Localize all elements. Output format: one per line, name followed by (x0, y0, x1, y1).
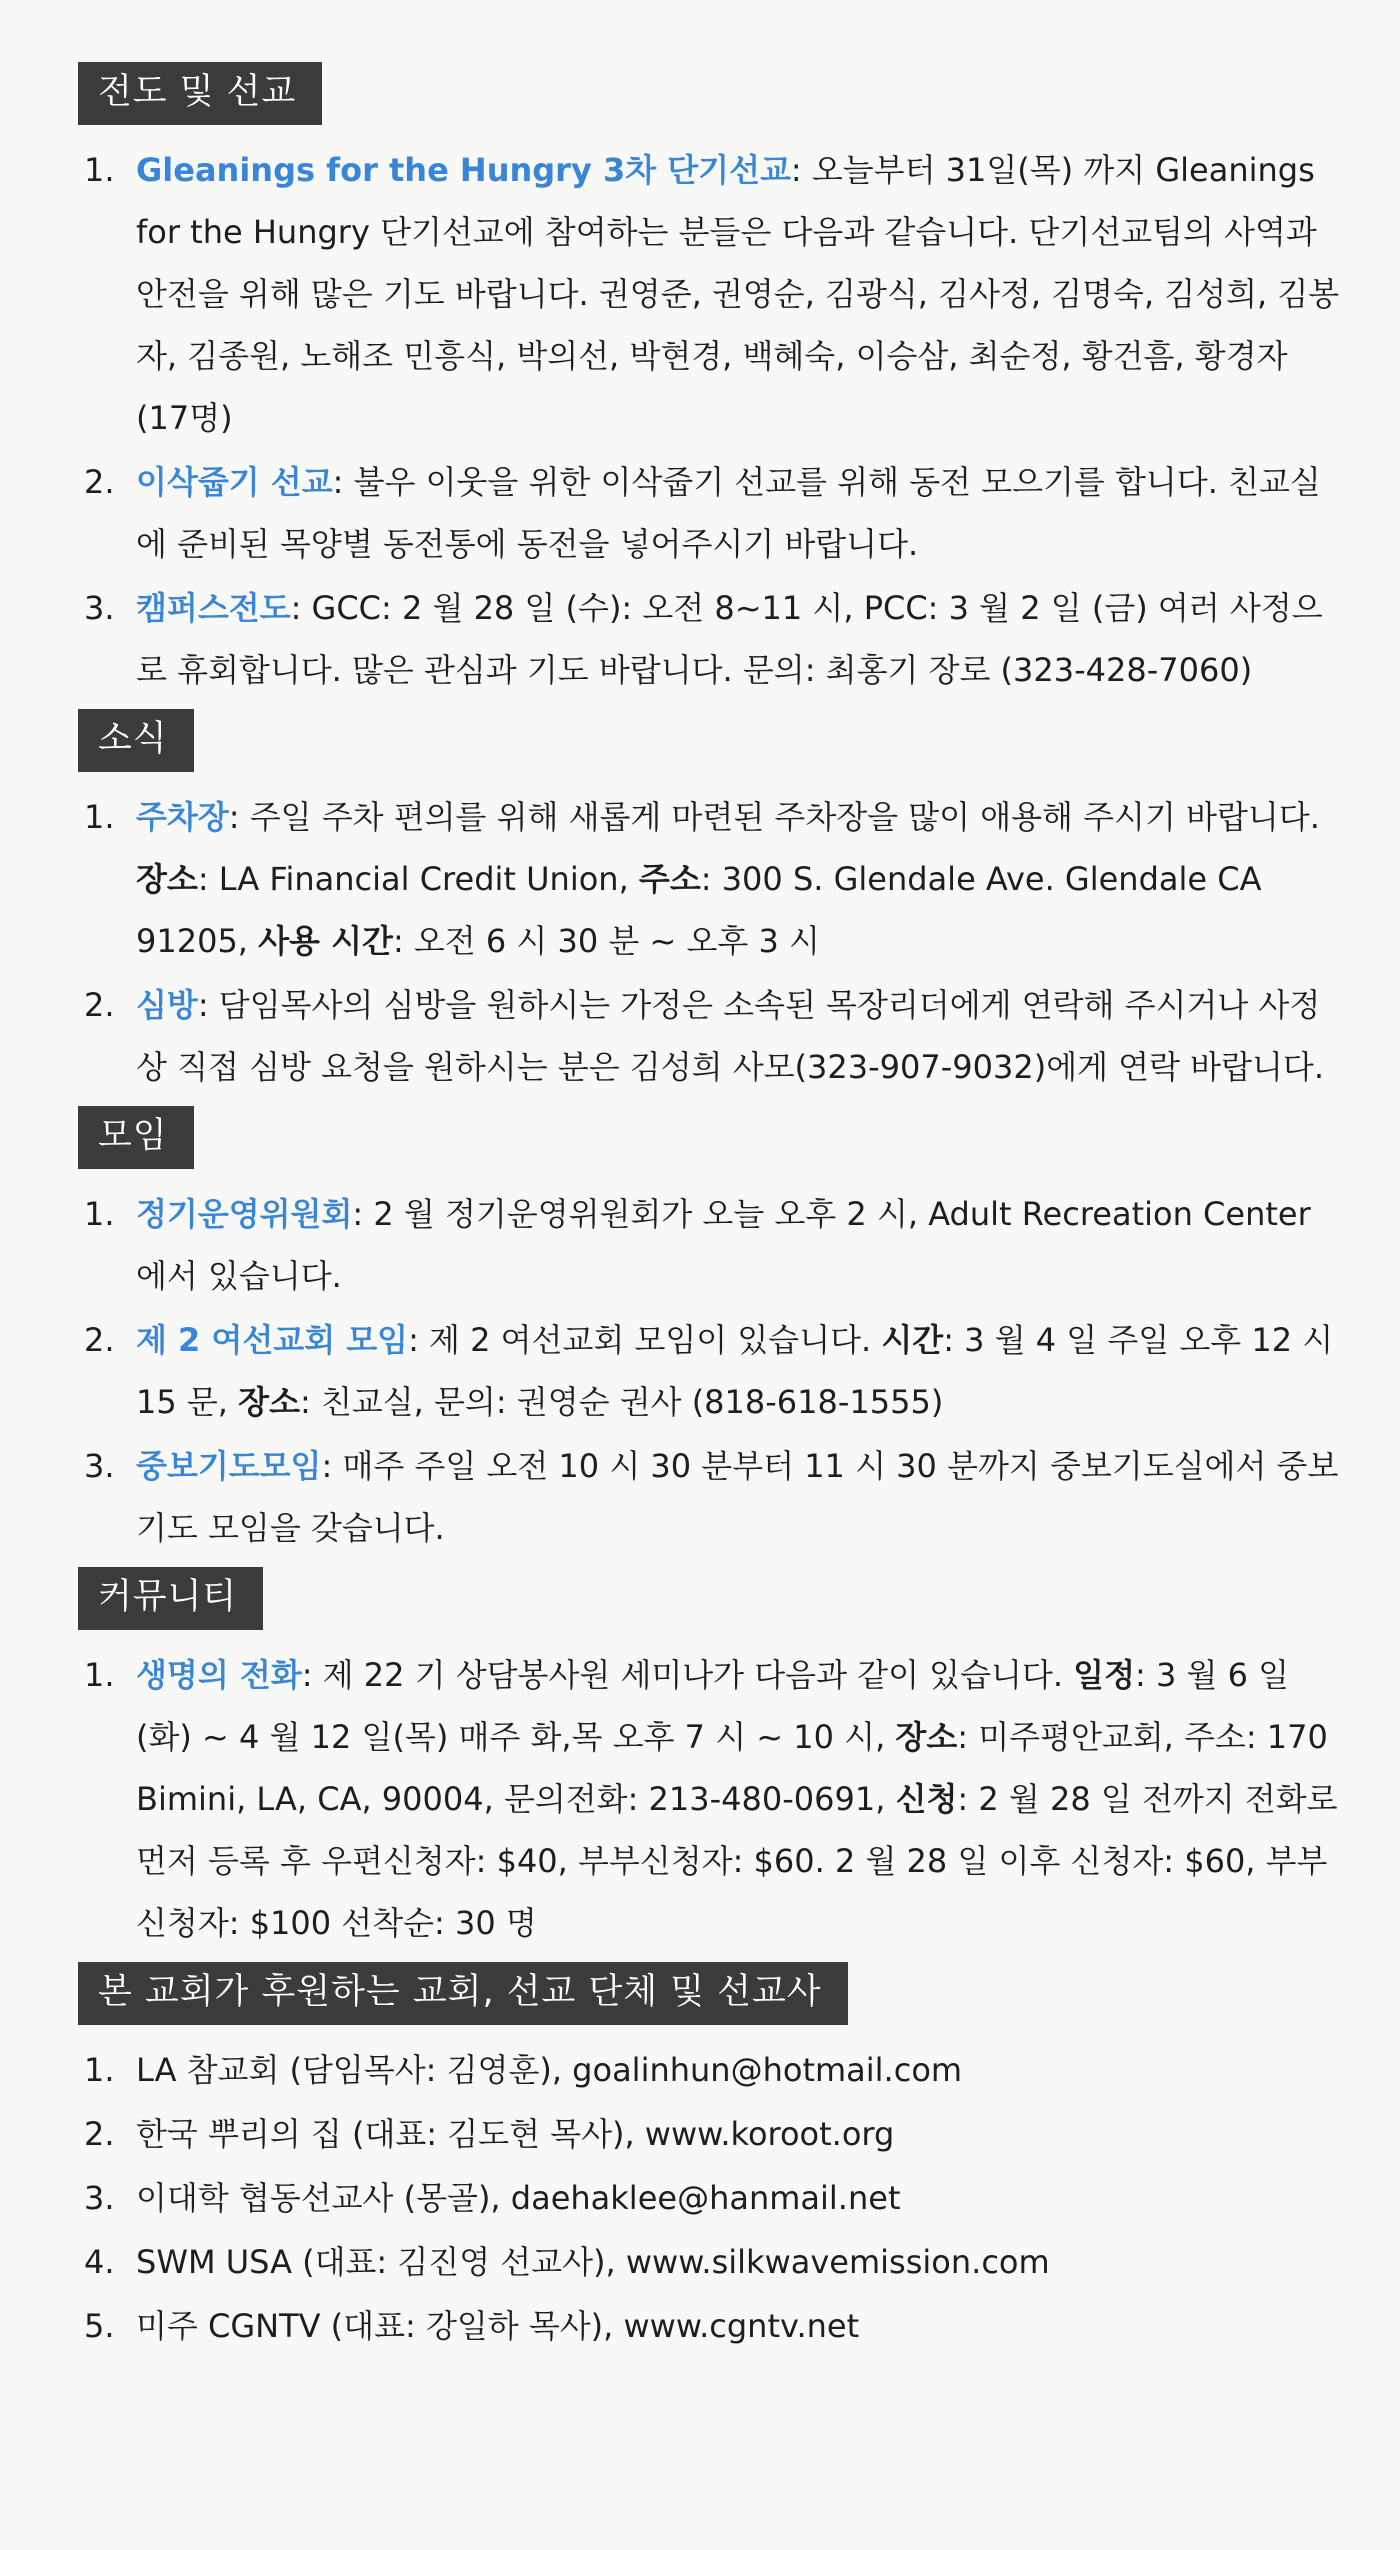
item-text: : 오늘부터 31일(목) 까지 Gleanings for the Hungry 단기선교에 참여하는 분들은 다음과 같습니다. 단기선교팀의 사역과 안전을 위해 많은 기도 바랍니다. 권영준, 권영순, 김광식, 김사정, 김명숙, 김성희, 김봉자, 김종원, 노해조 민흥식, 박의선, 박현경, 백혜숙, 이승삼, 최순정, 황건흠, 황경자 (17명) (136, 151, 1340, 437)
item-number: 2. (84, 2115, 115, 2153)
item-number: 3. (84, 589, 115, 627)
item-title: Gleanings for the Hungry 3차 단기선교 (136, 151, 791, 189)
section-heading: 커뮤니티 (78, 1567, 263, 1630)
item-text: : 주일 주차 편의를 위해 새롭게 마련된 주차장을 많이 애용해 주시기 바랍니다. (228, 798, 1320, 836)
item-text: 이대학 협동선교사 (몽골), daehaklee@hanmail.net (136, 2179, 901, 2217)
item-text: : 2 월 28 일 전까지 전화로 먼저 등록 후 우편신청자: $40, 부부신청자: $60. 2 월 28 일 이후 신청자: $60, 부부신청자: $100 선착순: 30 명 (136, 1780, 1338, 1942)
item-number: 5. (84, 2307, 115, 2345)
list-item (78, 2295, 1340, 2357)
item-text: : 3 월 6 일(화) ~ 4 월 12 일(목) 매주 화,목 오후 7 시 ~ 10 시, (136, 1656, 1290, 1756)
item-title: 심방 (136, 986, 198, 1024)
item-list (78, 2039, 1340, 2357)
item-text: : LA Financial Credit Union, (197, 860, 639, 898)
section-evangelism-mission (78, 62, 1340, 701)
item-title: 주차장 (136, 798, 229, 836)
item-text: : 오전 6 시 30 분 ~ 오후 3 시 (392, 922, 820, 960)
section-heading: 모임 (78, 1106, 194, 1169)
list-item (78, 2103, 1340, 2165)
item-text: SWM USA (대표: 김진영 선교사), www.silkwavemission.com (136, 2243, 1050, 2281)
list-item (78, 1644, 1340, 1954)
item-label-hours: 사용 시간 (258, 922, 393, 960)
section-news (78, 709, 1340, 1098)
item-label-time: 시간 (881, 1321, 944, 1359)
item-text: : 제 2 여선교회 모임이 있습니다. (408, 1321, 882, 1359)
item-text: : 제 22 기 상담봉사원 세미나가 다음과 같이 있습니다. (301, 1656, 1074, 1694)
item-number: 3. (84, 1447, 115, 1485)
item-title: 생명의 전화 (136, 1656, 302, 1694)
section-community (78, 1567, 1340, 1954)
item-number: 2. (84, 463, 115, 501)
list-item (78, 974, 1340, 1098)
item-text: : 300 S. Glendale Ave. Glendale CA 91205, (136, 860, 1262, 960)
item-text: : 친교실, 문의: 권영순 권사 (818-618-1555) (299, 1383, 944, 1421)
item-list (78, 1183, 1340, 1559)
list-item (78, 2231, 1340, 2293)
item-text: : 2 월 정기운영위원회가 오늘 오후 2 시, Adult Recreation Center 에서 있습니다. (136, 1195, 1311, 1295)
item-number: 1. (84, 1656, 115, 1694)
section-supported-missions (78, 1962, 1340, 2357)
item-number: 3. (84, 2179, 115, 2217)
item-text: 한국 뿌리의 집 (대표: 김도현 목사), www.koroot.org (136, 2115, 895, 2153)
list-item (78, 1309, 1340, 1433)
list-item (78, 1435, 1340, 1559)
list-item (78, 786, 1340, 972)
list-item (78, 2167, 1340, 2229)
section-heading: 전도 및 선교 (78, 62, 322, 125)
section-heading: 본 교회가 후원하는 교회, 선교 단체 및 선교사 (78, 1962, 848, 2025)
item-text: : 불우 이웃을 위한 이삭줍기 선교를 위해 동전 모으기를 합니다. 친교실에 준비된 목양별 동전통에 동전을 넣어주시기 바랍니다. (136, 463, 1321, 563)
item-number: 1. (84, 798, 115, 836)
item-text: : 미주평안교회, 주소: 170 Bimini, LA, CA, 90004, 문의전화: 213-480-0691, (136, 1718, 1328, 1818)
item-list (78, 139, 1340, 701)
item-title: 정기운영위원회 (136, 1195, 353, 1233)
item-number: 4. (84, 2243, 115, 2281)
item-title: 캠퍼스전도 (136, 589, 291, 627)
item-label-registration: 신청 (895, 1780, 958, 1818)
item-text: : 3 월 4 일 주일 오후 12 시 15 문, (136, 1321, 1334, 1421)
item-number: 1. (84, 151, 115, 189)
item-label-place: 장소 (136, 860, 198, 898)
list-item (78, 577, 1340, 701)
item-title: 이삭줍기 선교 (136, 463, 333, 501)
list-item (78, 139, 1340, 449)
item-label-address: 주소 (638, 860, 701, 898)
item-text: : 담임목사의 심방을 원하시는 가정은 소속된 목장리더에게 연락해 주시거나 사정상 직접 심방 요청을 원하시는 분은 김성희 사모(323-907-9032)에게 연락 바랍니다. (136, 986, 1325, 1086)
list-item (78, 1183, 1340, 1307)
item-list (78, 786, 1340, 1098)
section-meetings (78, 1106, 1340, 1559)
item-number: 1. (84, 1195, 115, 1233)
item-label-schedule: 일정 (1073, 1656, 1135, 1694)
item-list (78, 1644, 1340, 1954)
item-text: : 매주 주일 오전 10 시 30 분부터 11 시 30 분까지 중보기도실에서 중보기도 모임을 갖습니다. (136, 1447, 1339, 1547)
item-title: 제 2 여선교회 모임 (136, 1321, 409, 1359)
item-label-place: 장소 (895, 1718, 958, 1756)
item-title: 중보기도모임 (136, 1447, 322, 1485)
list-item (78, 2039, 1340, 2101)
item-number: 2. (84, 986, 115, 1024)
item-number: 1. (84, 2051, 115, 2089)
section-heading: 소식 (78, 709, 194, 772)
item-label-place: 장소 (238, 1383, 300, 1421)
item-text: : GCC: 2 월 28 일 (수): 오전 8~11 시, PCC: 3 월 2 일 (금) 여러 사정으로 휴회합니다. 많은 관심과 기도 바랍니다. 문의: 최홍기 장로 (323-428-7060) (136, 589, 1323, 689)
list-item (78, 451, 1340, 575)
item-text: LA 참교회 (담임목사: 김영훈), goalinhun@hotmail.com (136, 2051, 963, 2089)
item-number: 2. (84, 1321, 115, 1359)
item-text: 미주 CGNTV (대표: 강일하 목사), www.cgntv.net (136, 2307, 860, 2345)
